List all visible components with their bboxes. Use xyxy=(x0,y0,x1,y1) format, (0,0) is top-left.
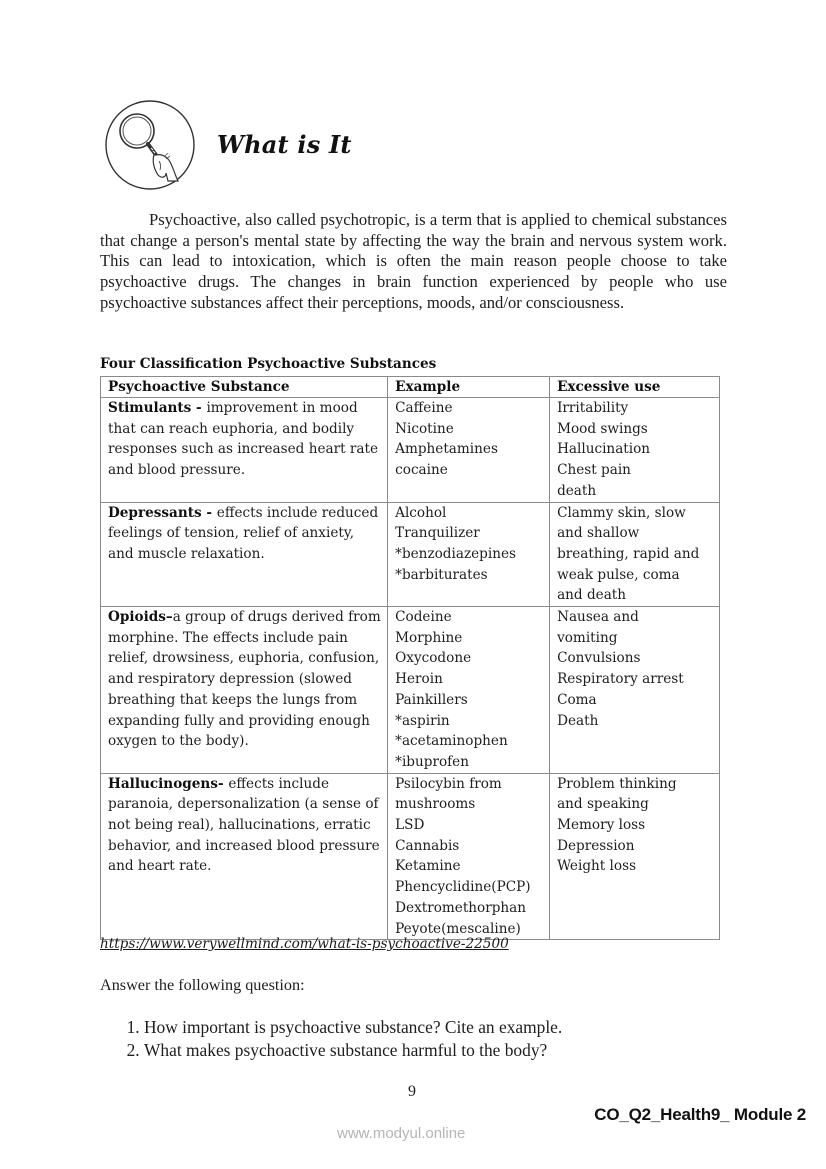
magnifying-glass-in-hand-icon xyxy=(104,99,196,191)
substance-description: a group of drugs derived from morphine. The effects include pain relief, drowsiness, euphoria, confusion, and respiratory depression (slowed breathing that keeps the lungs from expanding fully and providing enough oxygen to the body). xyxy=(108,609,381,750)
example-item: Morphine xyxy=(395,629,463,646)
example-item: *acetaminophen xyxy=(395,733,508,750)
example-item: Psilocybin from xyxy=(395,775,502,792)
example-item: Painkillers xyxy=(395,691,468,708)
substance-separator: - xyxy=(191,400,207,416)
intro-paragraph xyxy=(100,210,727,314)
question-item: 1. How important is psychoactive substance? Cite an example. xyxy=(144,1016,764,1039)
effect-item: Respiratory arrest xyxy=(557,671,684,688)
column-header-excessive-use: Excessive use xyxy=(550,377,720,398)
substance-description: improvement in mood that can reach euphoria, and bodily responses such as increased heart rate and blood pressure. xyxy=(108,400,379,479)
excessive-use-cell xyxy=(550,502,720,607)
substance-cell xyxy=(101,773,388,940)
example-item: Ketamine xyxy=(395,858,461,875)
table-row-hallucinogens xyxy=(101,773,720,940)
example-item: Codeine xyxy=(395,609,452,626)
effect-item: Irritability xyxy=(557,400,629,416)
substance-cell xyxy=(101,398,388,503)
module-code: CO_Q2_Health9_ Module 2 xyxy=(594,1105,806,1124)
substance-separator: – xyxy=(165,609,173,626)
substance-name: Depressants xyxy=(108,504,202,521)
section-title: What is It xyxy=(217,130,352,159)
substance-separator: - xyxy=(201,504,217,521)
effect-item: weak pulse, coma xyxy=(557,566,680,583)
example-item: Heroin xyxy=(395,671,443,688)
example-item: Alcohol xyxy=(395,504,447,521)
effect-item: Nausea and xyxy=(557,609,639,626)
effect-item: and speaking xyxy=(557,796,649,813)
examples-cell xyxy=(388,502,550,607)
example-item: cocaine xyxy=(395,462,448,479)
table-row-stimulants xyxy=(101,398,720,503)
examples-cell xyxy=(388,773,550,940)
effect-item: death xyxy=(557,482,597,499)
effect-item: and shallow xyxy=(557,525,640,542)
substance-cell xyxy=(101,607,388,774)
example-item: mushrooms xyxy=(395,796,476,813)
table-row-opioids xyxy=(101,607,720,774)
effect-item: Death xyxy=(557,712,599,729)
page-number: 9 xyxy=(408,1083,416,1100)
table-header-row xyxy=(101,377,720,398)
source-link[interactable]: https://www.verywellmind.com/what-is-psychoactive-22500 xyxy=(100,936,509,952)
effect-item: Chest pain xyxy=(557,462,631,479)
examples-cell xyxy=(388,607,550,774)
example-item: Dextromethorphan xyxy=(395,899,527,916)
question-item: 2. What makes psychoactive substance harmful to the body? xyxy=(144,1039,764,1062)
excessive-use-cell xyxy=(550,773,720,940)
effect-item: and death xyxy=(557,587,627,604)
substance-name: Stimulants xyxy=(108,400,192,416)
intro-text: Psychoactive, also called psychotropic, is a term that is applied to chemical substances that change a person's mental state by affecting the way the brain and nervous system work. This can lead to intoxication, which is often the main reason people choose to take psychoactive drugs. The changes in brain function experienced by people who use psychoactive substances affect their perceptions, moods, and/or consciousness. xyxy=(100,210,727,312)
substance-description: effects include paranoia, depersonalization (a sense of not being real), hallucinations, erratic behavior, and increased blood pressure and heart rate. xyxy=(108,775,380,875)
effect-item: vomiting xyxy=(557,629,618,646)
example-item: Caffeine xyxy=(395,400,453,416)
questions-list xyxy=(100,1016,764,1061)
example-item: Nicotine xyxy=(395,420,454,437)
effect-item: Coma xyxy=(557,691,597,708)
effect-item: breathing, rapid and xyxy=(557,545,700,562)
example-item: *aspirin xyxy=(395,712,450,729)
example-item: Peyote(mescaline) xyxy=(395,920,521,937)
effect-item: Problem thinking xyxy=(557,775,677,792)
effect-item: Depression xyxy=(557,837,635,854)
example-item: Phencyclidine(PCP) xyxy=(395,879,531,896)
example-item: Tranquilizer xyxy=(395,525,480,542)
watermark: www.modyul.online xyxy=(337,1125,466,1142)
excessive-use-cell xyxy=(550,607,720,774)
example-item: *barbiturates xyxy=(395,566,488,583)
example-item: Oxycodone xyxy=(395,650,472,667)
effect-item: Hallucination xyxy=(557,441,651,458)
substance-name: Opioids xyxy=(108,609,166,626)
effect-item: Mood swings xyxy=(557,420,648,437)
example-item: *benzodiazepines xyxy=(395,545,516,562)
effect-item: Memory loss xyxy=(557,817,646,834)
column-header-substance: Psychoactive Substance xyxy=(101,377,388,398)
effect-item: Clammy skin, slow xyxy=(557,504,686,521)
questions-label: Answer the following question: xyxy=(100,976,305,994)
substance-cell xyxy=(101,502,388,607)
substance-description: effects include reduced feelings of tension, relief of anxiety, and muscle relaxation. xyxy=(108,504,379,562)
example-item: Amphetamines xyxy=(395,441,498,458)
table-title: Four Classification Psychoactive Substances xyxy=(100,356,437,372)
column-header-example: Example xyxy=(388,377,550,398)
effect-item: Convulsions xyxy=(557,650,641,667)
table-row-depressants xyxy=(101,502,720,607)
substance-separator: - xyxy=(217,775,229,792)
example-item: LSD xyxy=(395,817,425,834)
substance-name: Hallucinogens xyxy=(108,775,218,792)
example-item: *ibuprofen xyxy=(395,753,469,770)
example-item: Cannabis xyxy=(395,837,460,854)
examples-cell xyxy=(388,398,550,503)
excessive-use-cell xyxy=(550,398,720,503)
classification-table xyxy=(100,376,720,940)
effect-item: Weight loss xyxy=(557,858,637,875)
